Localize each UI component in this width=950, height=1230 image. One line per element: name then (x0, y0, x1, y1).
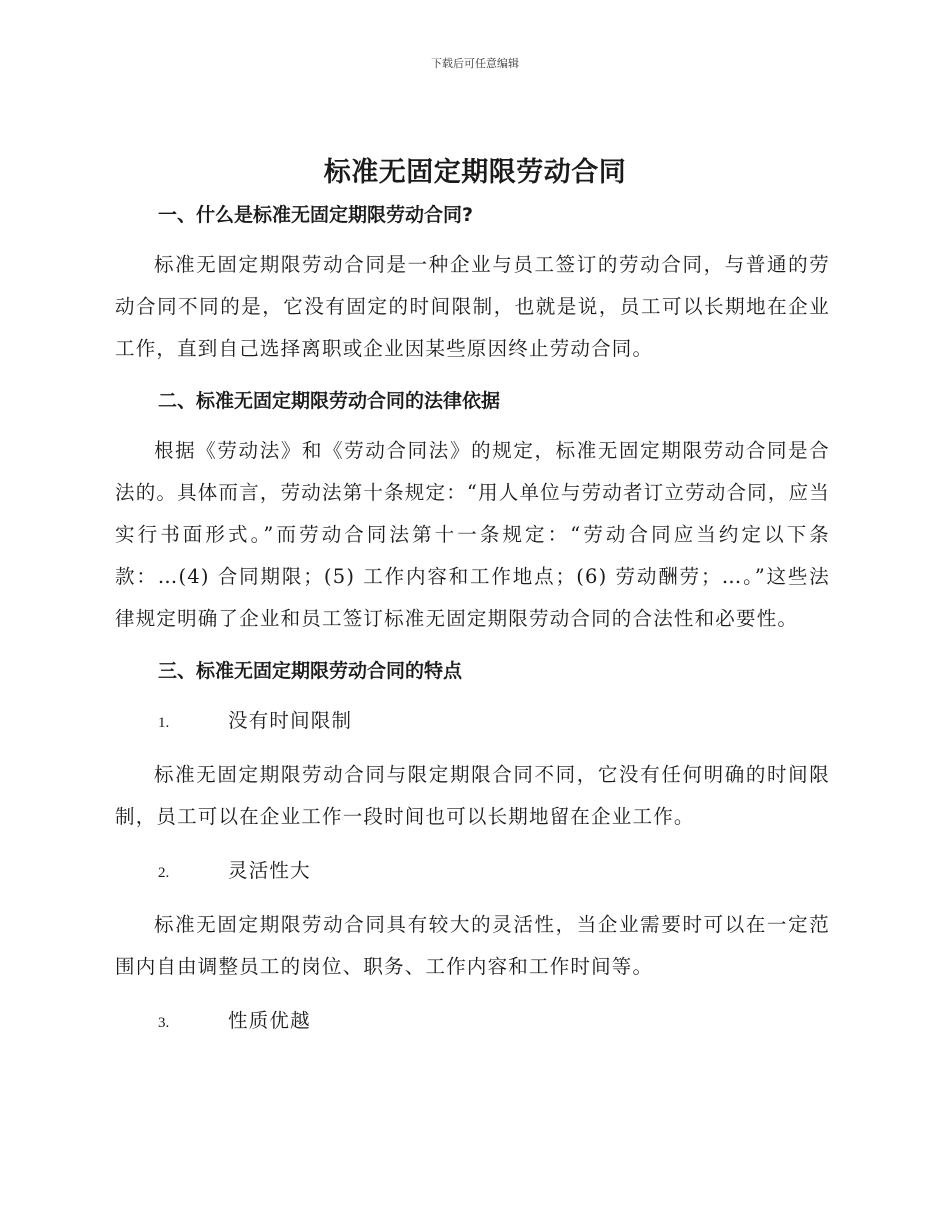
list-item-1-paragraph: 标准无固定期限劳动合同与限定期限合同不同，它没有任何明确的时间限制，员工可以在企业工作一段时间也可以长期地留在企业工作。 (115, 763, 830, 828)
document-title: 标准无固定期限劳动合同 (323, 157, 627, 188)
section-heading-3: 三、标准无固定期限劳动合同的特点 (158, 660, 463, 682)
list-item-number: 3. (158, 1015, 170, 1031)
section-2-paragraph: 根据《劳动法》和《劳动合同法》的规定，标准无固定期限劳动合同是合法的。具体而言，劳动法第十条规定：“用人单位与劳动者订立劳动合同，应当实行书面形式。”而劳动合同法第十一条规定：“劳动合同应当约定以下条款：…(4) 合同期限；(5) 工作内容和工作地点；(6) 劳动酬劳；…。”这些法律规定明确了企业和员工签订标准无固定期限劳动合同的合法性和必要性。 (115, 439, 830, 630)
list-item-3 (158, 1000, 830, 1042)
section-1-paragraph: 标准无固定期限劳动合同是一种企业与员工签订的劳动合同，与普通的劳动合同不同的是，它没有固定的时间限制，也就是说，员工可以长期地在企业工作，直到自己选择离职或企业因某些原因终止劳动合同。 (115, 253, 830, 360)
list-item-label: 没有时间限制 (228, 709, 353, 732)
list-item-label: 灵活性大 (228, 859, 311, 882)
list-item-number: 2. (158, 865, 170, 881)
section-heading-2: 二、标准无固定期限劳动合同的法律依据 (158, 390, 501, 412)
list-item-1 (158, 700, 830, 742)
section-heading-1: 一、什么是标准无固定期限劳动合同? (158, 204, 474, 226)
list-item-2 (158, 850, 830, 892)
list-item-2-paragraph: 标准无固定期限劳动合同具有较大的灵活性，当企业需要时可以在一定范围内自由调整员工的岗位、职务、工作内容和工作时间等。 (115, 913, 830, 978)
header-note: 下载后可任意编辑 (431, 57, 519, 70)
list-item-label: 性质优越 (228, 1009, 311, 1032)
document-body (115, 198, 830, 1042)
list-item-number: 1. (158, 715, 170, 731)
